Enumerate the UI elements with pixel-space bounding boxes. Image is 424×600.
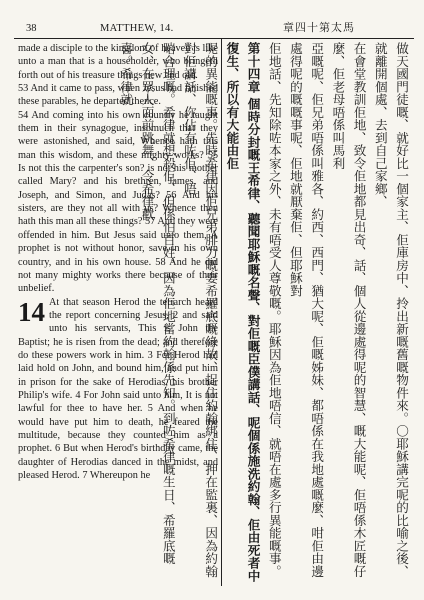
english-paragraph: 54 And coming into his own country he taught them in their synagogue, insomuch that they were astonished, and said, Whence hath this man this wisdom, and these mighty works? 55 Is not this the carpenter's son? is not his mother called Mary? and his brethren, James, and Joseph, and Simon, and Judas? 56 And his sisters, are they not all with us? Whence then hath this man all these things? 57 And they were offended in him. But Jesus said unto them, A prophet is not without honor, save in his own country, and in his own house. 58 And he did not many mighty works there because of their unbelief. [18, 109, 218, 295]
chinese-column: 在會堂教訓佢地、致令佢地都見出奇、話、個人從邊處得呢的智慧、嘅大能呢、佢唔係木匠嘅仔麼、佢老母唔係叫馬利 [330, 42, 367, 578]
page-header-left [14, 22, 222, 36]
english-paragraph: 53 And it came to pass, when Jesus had finished these parables, he departed thence. [18, 83, 218, 108]
chinese-column: 啱合理嘅。希律就想殺佢、但係怕百姓、因為佢地當約翰係先知。到咗希律嘅生日、希羅底嘅女、在眾人面前跳舞、令希律歡 [139, 42, 176, 565]
chapter-text: At that season Herod the tetrarch heard the report concerning Jesus, 2 and said unto his servants, This is John the Baptist; he is risen from the dead; and therefore do these powers work in him. 3 For Herod had laid hold on John, and bound him, and put him in prison for the sake of Herodias, his brother Philip's wife. 4 For John said unto him, It is not lawful for thee to have her. 5 And when he would have put him to death, he feared the multitude, because they counted him as a prophet. 6 But when Herod's birthday came, the daughter of Herodias danced in the midst, and pleased Herod. 7 Whereupon he [18, 296, 218, 481]
chinese-column: 喜。希律就 [118, 42, 134, 106]
chinese-column: 亞嘅呢、佢兄弟唔係叫雅各、約西、西門、猶大呢、佢嘅姊妹、都唔係在我地處嘅麼、咁佢由邊處得呢的嘅嘅事呢、佢地就厭棄佢、但耶穌對 [287, 42, 325, 578]
chinese-column: 呢的異能嘅事。先時希律因佢兄弟腓力嘅妻希羅底嘅緣故、捉住約翰綁住、押在監裏、因為約翰對佢講話、你佔有咗佢、唔 [181, 42, 219, 578]
page-number: 38 [26, 23, 37, 34]
chinese-column: 做天國門徒嘅、就好比一個家主、佢庫房中、拎出新嘅舊嘅物件來。〇耶穌講完呢的比喻之後、就離開個處、去到自己家鄉、 [372, 42, 409, 578]
running-title: MATTHEW, 14. [100, 23, 174, 34]
chinese-chapter-column: 第十四章 個時分封嘅王希律、聽聞耶穌嘅名聲、對佢嘅臣僕講話、呢個係施洗約翰、佢由死者中復生、所以有大能由佢 [224, 42, 261, 583]
header-rule [14, 38, 414, 39]
english-paragraph: made a disciple to the kingdom of heaven is like unto a man that is a householder, who bringeth forth out of his treasure things new and old. [18, 43, 218, 81]
chinese-running-title: 章四十第太馬 [283, 21, 355, 34]
chapter-number: 14 [18, 296, 45, 327]
chinese-column: 佢地話、先知除咗本家之外、未有唔受人尊敬嘅。耶穌因為佢地唔信、就唔在處多行異能嘅事。 [266, 42, 282, 578]
